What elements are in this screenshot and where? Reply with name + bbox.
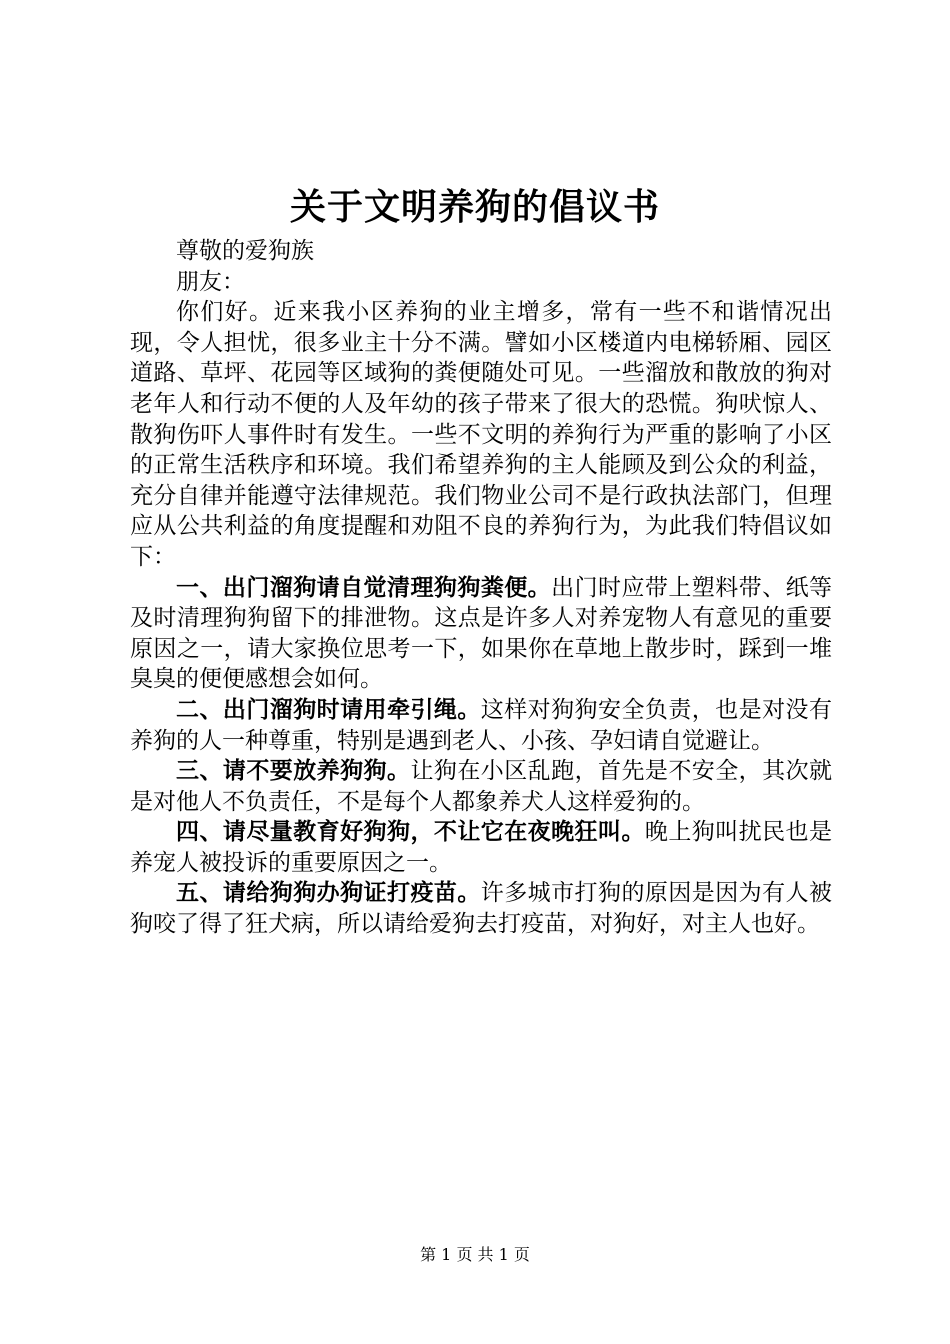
proposal-item-3-text: 让狗在小区乱跑，首先是不安全，其次就是对他人不负责任，不是每个人都象养犬人这样爱狗的。 — [130, 758, 833, 815]
proposal-item-2-lead: 二、出门溜狗时请用牵引绳。 — [176, 696, 481, 723]
proposal-item-3-lead: 三、请不要放养狗狗。 — [176, 758, 411, 785]
intro-paragraph: 你们好。近来我小区养狗的业主增多，常有一些不和谐情况出现，令人担忧，很多业主十分不满。譬如小区楼道内电梯轿厢、园区道路、草坪、花园等区域狗的粪便随处可见。一些溜放和散放的狗对老年人和行动不便的人及年幼的孩子带来了很大的恐慌。狗吠惊人、散狗伤吓人事件时有发生。一些不文明的养狗行为严重的影响了小区的正常生活秩序和环境。我们希望养狗的主人能顾及到公众的利益，充分自律并能遵守法律规范。我们物业公司不是行政执法部门，但理应从公共利益的角度提醒和劝阻不良的养狗行为，为此我们特倡议如下： — [130, 299, 832, 570]
proposal-item-5-lead: 五、请给狗狗办狗证打疫苗。 — [176, 880, 481, 907]
proposal-item-4-lead: 四、请尽量教育好狗狗，不让它在夜晚狂叫。 — [176, 819, 645, 846]
salutation-line-1: 尊敬的爱狗族 — [176, 238, 314, 264]
salutation-line-2: 朋友： — [176, 268, 245, 295]
proposal-item-5-text: 许多城市打狗的原因是因为有人被狗咬了得了狂犬病，所以请给爱狗去打疫苗，对狗好，对主人也好。 — [130, 880, 833, 938]
document-title: 关于文明养狗的倡议书 — [289, 187, 660, 228]
proposal-item-2-text: 这样对狗狗安全负责，也是对没有养狗的人一种尊重，特别是遇到老人、小孩、孕妇请自觉避让。 — [130, 696, 833, 754]
proposal-item-5 — [130, 878, 832, 939]
proposal-item-1-text: 出门时应带上塑料带、纸等及时清理狗狗留下的排泄物。这点是许多人对养宠物人有意见的重要原因之一，请大家换位思考一下，如果你在草地上散步时，踩到一堆臭臭的便便感想会如何。 — [130, 574, 833, 693]
document-body — [130, 236, 832, 940]
proposal-item-2 — [130, 695, 832, 756]
page-number-footer: 第 1 页 共 1 页 — [420, 1245, 530, 1264]
proposal-item-3 — [130, 756, 832, 817]
proposal-item-1 — [130, 573, 832, 695]
proposal-item-1-lead: 一、出门溜狗请自觉清理狗狗粪便。 — [176, 574, 552, 601]
proposal-item-4-text: 晚上狗叫扰民也是养宠人被投诉的重要原因之一。 — [130, 819, 833, 876]
proposal-item-4 — [130, 817, 832, 878]
